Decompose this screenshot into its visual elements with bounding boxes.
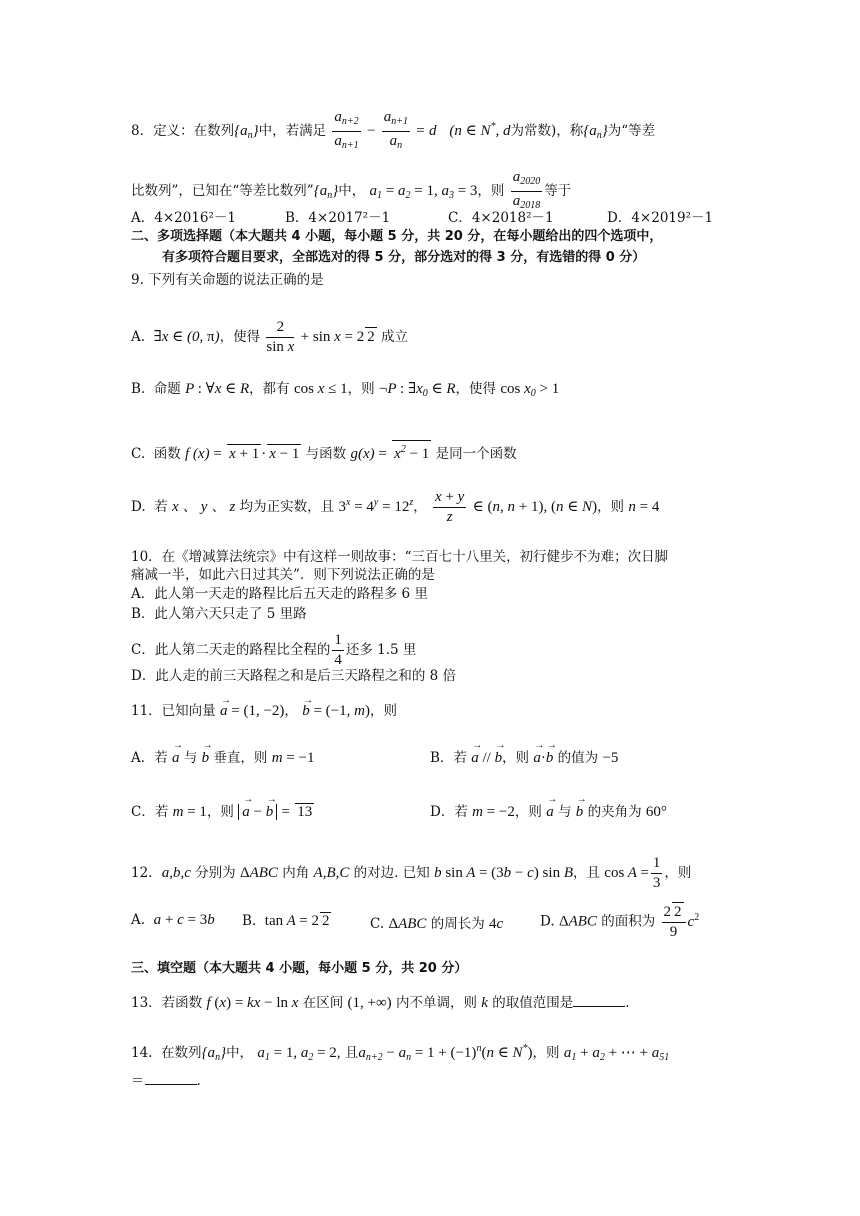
q12-option-b: B. tan A = 2 2 <box>242 913 330 929</box>
section3-title: 三、填空题（本大题共 4 小题，每小题 5 分，共 20 分） <box>131 961 468 976</box>
q10-option-d: D．此人走的前三天路程之和是后三天路程之和的 8 倍 <box>131 668 456 684</box>
q10-stem-line1: 10．在《增减算法统宗》中有这样一则故事：“三百七十八里关，初行健步不为难；次日脚 <box>131 549 669 565</box>
q12-stem: 12．a,b,c 分别为 ΔABC 内角 A,B,C 的对边. 已知 b sin A = (3b − c) sin B，且 cos A = $\frac{1}{3}$ ，则 <box>131 855 692 891</box>
q8-option-c: C．4×2018²－1 <box>448 210 554 226</box>
q12-option-d: D. ΔABC 的面积为 $\frac{2 2}{9}$ $c^2$ <box>540 904 700 940</box>
q8-option-b: B．4×2017²－1 <box>285 210 391 226</box>
q13: 13．若函数 f (x) = kx − ln x 在区间 (1, +∞) 内不单调，则 k 的取值范围是 . <box>131 995 630 1011</box>
q9-stem: 9. 下列有关命题的说法正确的是 <box>131 272 324 288</box>
q10-option-b: B．此人第六天只走了 5 里路 <box>131 606 307 622</box>
q9-option-a: A. ∃x ∈ (0, π)，使得 $\frac{2}{\text{sin x}}$ + sin x = 2 2 成立 <box>131 319 409 355</box>
section2-title-line2: 有多项符合题目要求，全部选对的得 5 分，部分选对的得 3 分，有选错的得 0 分） <box>162 250 646 265</box>
q9-option-b: B. 命题 P : ∀x ∈ R，都有 cos x ≤ 1，则 ¬P : $\exists x_0$ ∈ R，使得 $\cos x_0 > 1$ <box>131 381 560 399</box>
q11-stem: 11．已知向量 → a = (1, −2)， → b = (−1, m)，则 <box>131 702 397 720</box>
section2-title-line1: 二、多项选择题（本大题共 4 小题，每小题 5 分，共 20 分，在每小题给出的四个选项中， <box>131 229 663 244</box>
q11-option-d: D．若 m = −2，则 → a 与 → b 的夹角为 60° <box>430 800 667 821</box>
q13-answer-blank[interactable] <box>573 994 625 1007</box>
q10-option-a: A．此人第一天走的路程比后五天走的路程多 6 里 <box>131 586 428 602</box>
q10-stem-line2: 痛减一半，如此六日过其关”．则下列说法正确的是 <box>131 567 435 583</box>
q8-line2: 比数列”，已知在“等差比数列$”\{a_n\}$中， $a_1 = a_2 = 1$, $a_3 = 3$，则 $\frac{a_{2020}}{a_{2018}}$ 等于 <box>131 169 572 211</box>
q11-option-c: C．若 m = 1，则 → a − → b = 13 <box>131 800 314 821</box>
q8-line1: 8．定义：在数列$\{a_n\}$中，若满足 $\frac{a_{n+2}}{a_{n+1}}$ − $\frac{a_{n+1}}{a_n}$ = d (n ∈ N*, d为常数)，称$\{a_n\}$为“等差 <box>131 109 656 151</box>
q9-option-c: C. 函数 f (x) = x + 1 · x − 1 与函数 $g(x) = x^2 - 1$ 是同一个函数 <box>131 440 517 463</box>
q12-option-c: C. ΔABC 的周长为 4c <box>370 916 504 932</box>
q12-option-a: A. a + c = 3b <box>131 912 215 928</box>
q14-answer-blank[interactable] <box>145 1072 197 1085</box>
q9-option-d: D. 若 x 、 y 、 z 均为正实数，且 $3^x = 4^y = 12^z$， $\frac{x + y}{z}$ ∈ (n, n + 1), (n ∈ N)，则 n = 4 <box>131 489 660 525</box>
q11-option-b: B．若 → a // → b，则 → a·→ b 的值为 −5 <box>430 746 618 767</box>
q10-option-c: C．此人第二天走的路程比全程的 $\frac{1}{4}$ 还多 1.5 里 <box>131 632 417 668</box>
q14-line1: 14. 在数列$\{a_n\}$中， $a_1 = 1$, $a_2 = 2$, 且$a_{n+2} - a_n = 1 + (-1)^n(n$ ∈ N*)，则 $a_1 + a_2$ + ⋯ + $a_{51}$ <box>131 1043 670 1063</box>
q14-line2: ＝ . <box>131 1073 201 1089</box>
q8-option-d: D．4×2019²－1 <box>607 210 714 226</box>
q8-option-a: A．4×2016²－1 <box>131 210 237 226</box>
q11-option-a: A．若 → a 与 → b 垂直，则 m = −1 <box>131 746 315 767</box>
